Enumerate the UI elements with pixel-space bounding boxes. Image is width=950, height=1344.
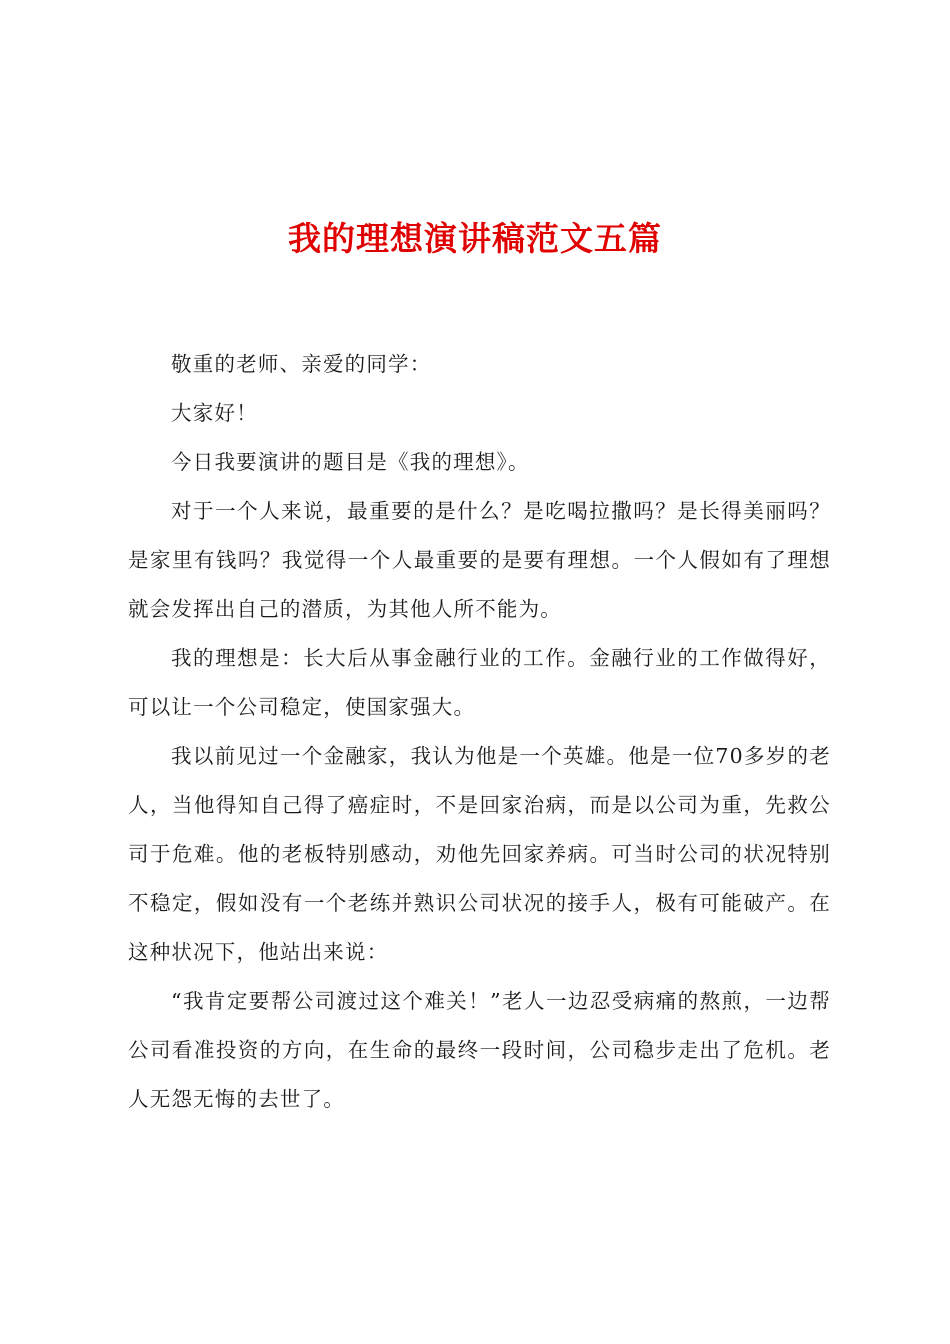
paragraph-salutation: 敬重的老师、亲爱的同学： <box>171 352 432 376</box>
paragraph-body-2: 我的理想是：长大后从事金融行业的工作。金融行业的工作做得好，可以让一个公司稳定，使国家强大。 <box>128 646 831 719</box>
paragraph-body-1: 对于一个人来说，最重要的是什么？是吃喝拉撒吗？是长得美丽吗？是家里有钱吗？我觉得一个人最重要的是要有理想。一个人假如有了理想就会发挥出自己的潜质，为其他人所不能为。 <box>128 499 831 621</box>
paragraph-body-4: “我肯定要帮公司渡过这个难关！”老人一边忍受病痛的熬煎，一边帮公司看准投资的方向，在生命的最终一段时间，公司稳步走出了危机。老人无怨无悔的去世了。 <box>128 989 831 1111</box>
document-body <box>128 340 831 1124</box>
paragraph-greeting: 大家好！ <box>171 401 258 425</box>
document-title: 我的理想演讲稿范文五篇 <box>288 219 662 258</box>
paragraph-body-3: 我以前见过一个金融家，我认为他是一个英雄。他是一位70多岁的老人，当他得知自己得了癌症时，不是回家治病，而是以公司为重，先救公司于危难。他的老板特别感动，劝他先回家养病。可当时公司的状况特别不稳定，假如没有一个老练并熟识公司状况的接手人，极有可能破产。在这种状况下，他站出来说： <box>128 744 831 964</box>
paragraph-topic: 今日我要演讲的题目是《我的理想》。 <box>171 450 530 474</box>
